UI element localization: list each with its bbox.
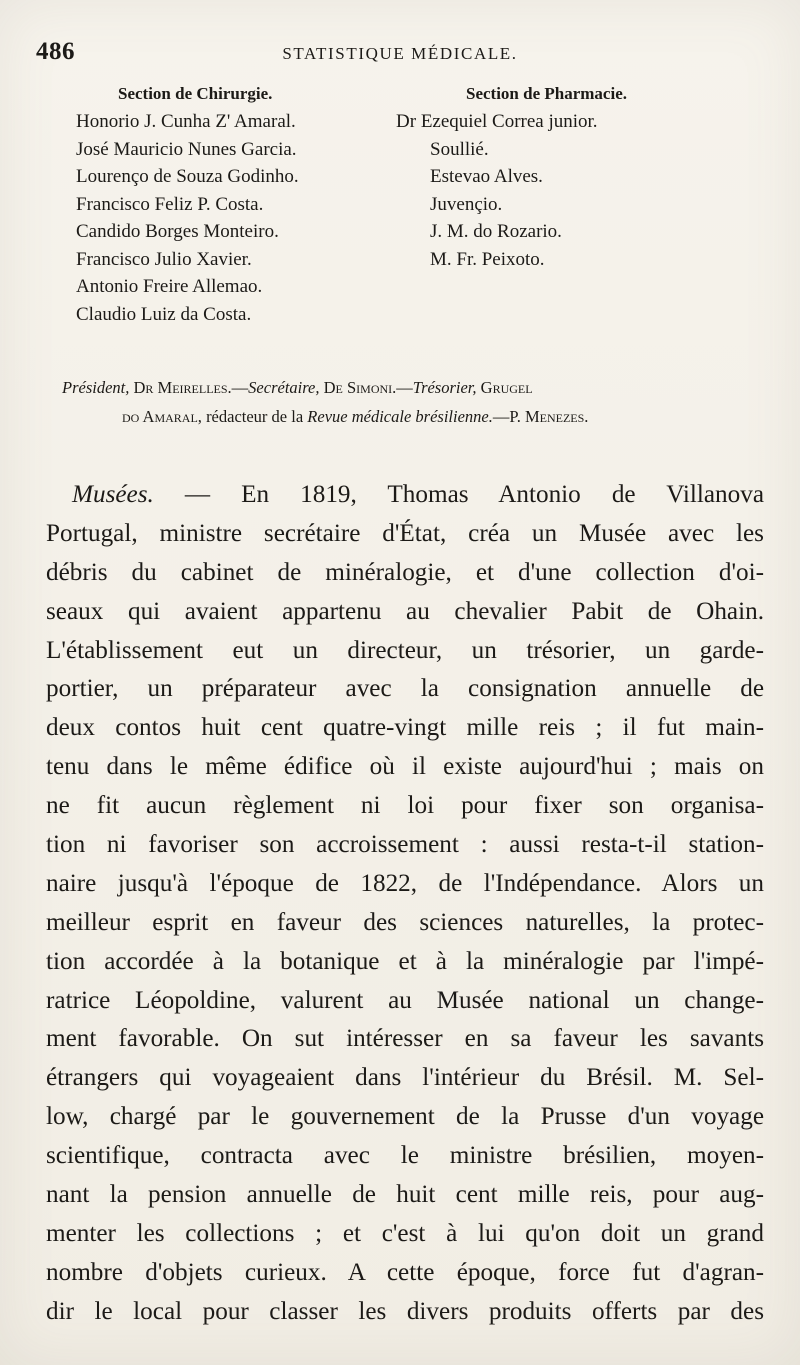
paragraph-line: nant la pension annuelle de huit cent mille reis, pour aug- <box>46 1181 764 1209</box>
president-name: Dr Meirelles. <box>133 378 232 397</box>
paragraph-line: tenu dans le même édifice où il existe aujourd'hui ; mais on <box>46 753 764 781</box>
pharmacy-member <box>396 108 776 136</box>
surgery-member: Claudio Luiz da Costa. <box>76 303 252 325</box>
president-label: Président, <box>62 378 130 397</box>
officers-line-2 <box>62 402 762 431</box>
pharmacy-member: Juvençio. <box>430 193 503 215</box>
line-text: — En 1819, Thomas Antonio de Villanova <box>153 481 764 508</box>
treasurer-name-continued: do Amaral, <box>122 407 202 426</box>
paragraph-line: scientifique, contracta avec le ministre brésilien, moyen- <box>46 1142 764 1170</box>
pharmacy-member-name: Ezequiel Correa junior. <box>420 111 598 132</box>
surgery-section <box>76 84 406 328</box>
paragraph-line: L'établissement eut un directeur, un trésorier, un garde- <box>46 636 764 664</box>
paragraph-line: Portugal, ministre secrétaire d'État, créa un Musée avec les <box>46 519 764 547</box>
pharmacy-member: J. M. do Rozario. <box>430 221 562 242</box>
page-number: 486 <box>36 38 75 65</box>
surgery-member: Lourenço de Souza Godinho. <box>76 166 299 187</box>
paragraph-line: naire jusqu'à l'époque de 1822, de l'Indépendance. Alors un <box>46 869 764 897</box>
running-head <box>36 38 764 68</box>
pharmacy-heading: Section de Pharmacie. <box>466 84 627 103</box>
surgery-heading: Section de Chirurgie. <box>118 84 273 103</box>
paragraph-line: nombre d'objets curieux. A cette époque, force fut d'agran- <box>46 1258 764 1286</box>
paragraph-line: portier, un préparateur avec la consignation annuelle de <box>46 675 764 703</box>
secretary-label: Secrétaire, <box>248 378 320 397</box>
surgery-member: Candido Borges Monteiro. <box>76 221 279 242</box>
paragraph-line: ne fit aucun règlement ni loi pour fixer son organisa- <box>46 792 764 820</box>
paragraph-line: ratrice Léopoldine, valurent au Musée national un change- <box>46 986 764 1014</box>
officers-block <box>62 373 762 431</box>
academy-sections <box>76 84 776 364</box>
surgery-member: Francisco Feliz P. Costa. <box>76 193 264 215</box>
paragraph-line: tion ni favoriser son accroissement : aussi resta-t-il station- <box>46 831 764 859</box>
dash: — <box>396 378 413 397</box>
pharmacy-member: Estevao Alves. <box>430 166 543 187</box>
treasurer-name: Grugel <box>480 378 533 397</box>
paragraph-line: dir le local pour classer les divers produits offerts par des <box>46 1297 764 1325</box>
pharmacy-member: Soullié. <box>430 138 489 160</box>
paragraph-line: low, chargé par le gouvernement de la Prusse d'un voyage <box>46 1103 764 1131</box>
editor-name: P. Menezes. <box>509 407 589 426</box>
journal-title: Revue médicale brésilienne. <box>307 407 493 426</box>
lead-word: Musées. <box>72 481 154 508</box>
paragraph-line: seaux qui avaient appartenu au chevalier Pabit de Ohain. <box>46 597 764 625</box>
dash: — <box>492 407 510 426</box>
doctor-prefix: Dr <box>396 111 417 132</box>
surgery-member: Antonio Freire Allemao. <box>76 276 263 297</box>
museum-paragraph <box>46 476 764 1332</box>
paragraph-line <box>46 476 764 515</box>
paragraph-line: deux contos huit cent quatre-vingt mille reis ; il fut main- <box>46 714 764 742</box>
surgery-member: Francisco Julio Xavier. <box>76 248 252 270</box>
dash: — <box>231 378 249 397</box>
pharmacy-section <box>396 84 776 273</box>
pharmacy-member: M. Fr. Peixoto. <box>430 248 545 270</box>
paragraph-line: meilleur esprit en faveur des sciences naturelles, la protec- <box>46 908 764 936</box>
officers-line-1 <box>62 373 762 402</box>
surgery-member: Honorio J. Cunha Z' Amaral. <box>76 111 296 132</box>
secretary-name: De Simoni. <box>323 378 397 397</box>
paragraph-line: tion accordée à la botanique et à la minéralogie par l'impé- <box>46 947 764 975</box>
paragraph-line: étrangers qui voyageaient dans l'intérieur du Brésil. M. Sel- <box>46 1064 764 1092</box>
editor-text: rédacteur de la <box>206 407 304 426</box>
paragraph-line: débris du cabinet de minéralogie, et d'une collection d'oi- <box>46 558 764 586</box>
paragraph-line: menter les collections ; et c'est à lui qu'on doit un grand <box>46 1219 764 1247</box>
surgery-member: José Mauricio Nunes Garcia. <box>76 138 297 160</box>
treasurer-label: Trésorier, <box>412 378 477 397</box>
paragraph-line: ment favorable. On sut intéresser en sa faveur les savants <box>46 1025 764 1053</box>
running-title: STATISTIQUE MÉDICALE. <box>282 44 518 63</box>
